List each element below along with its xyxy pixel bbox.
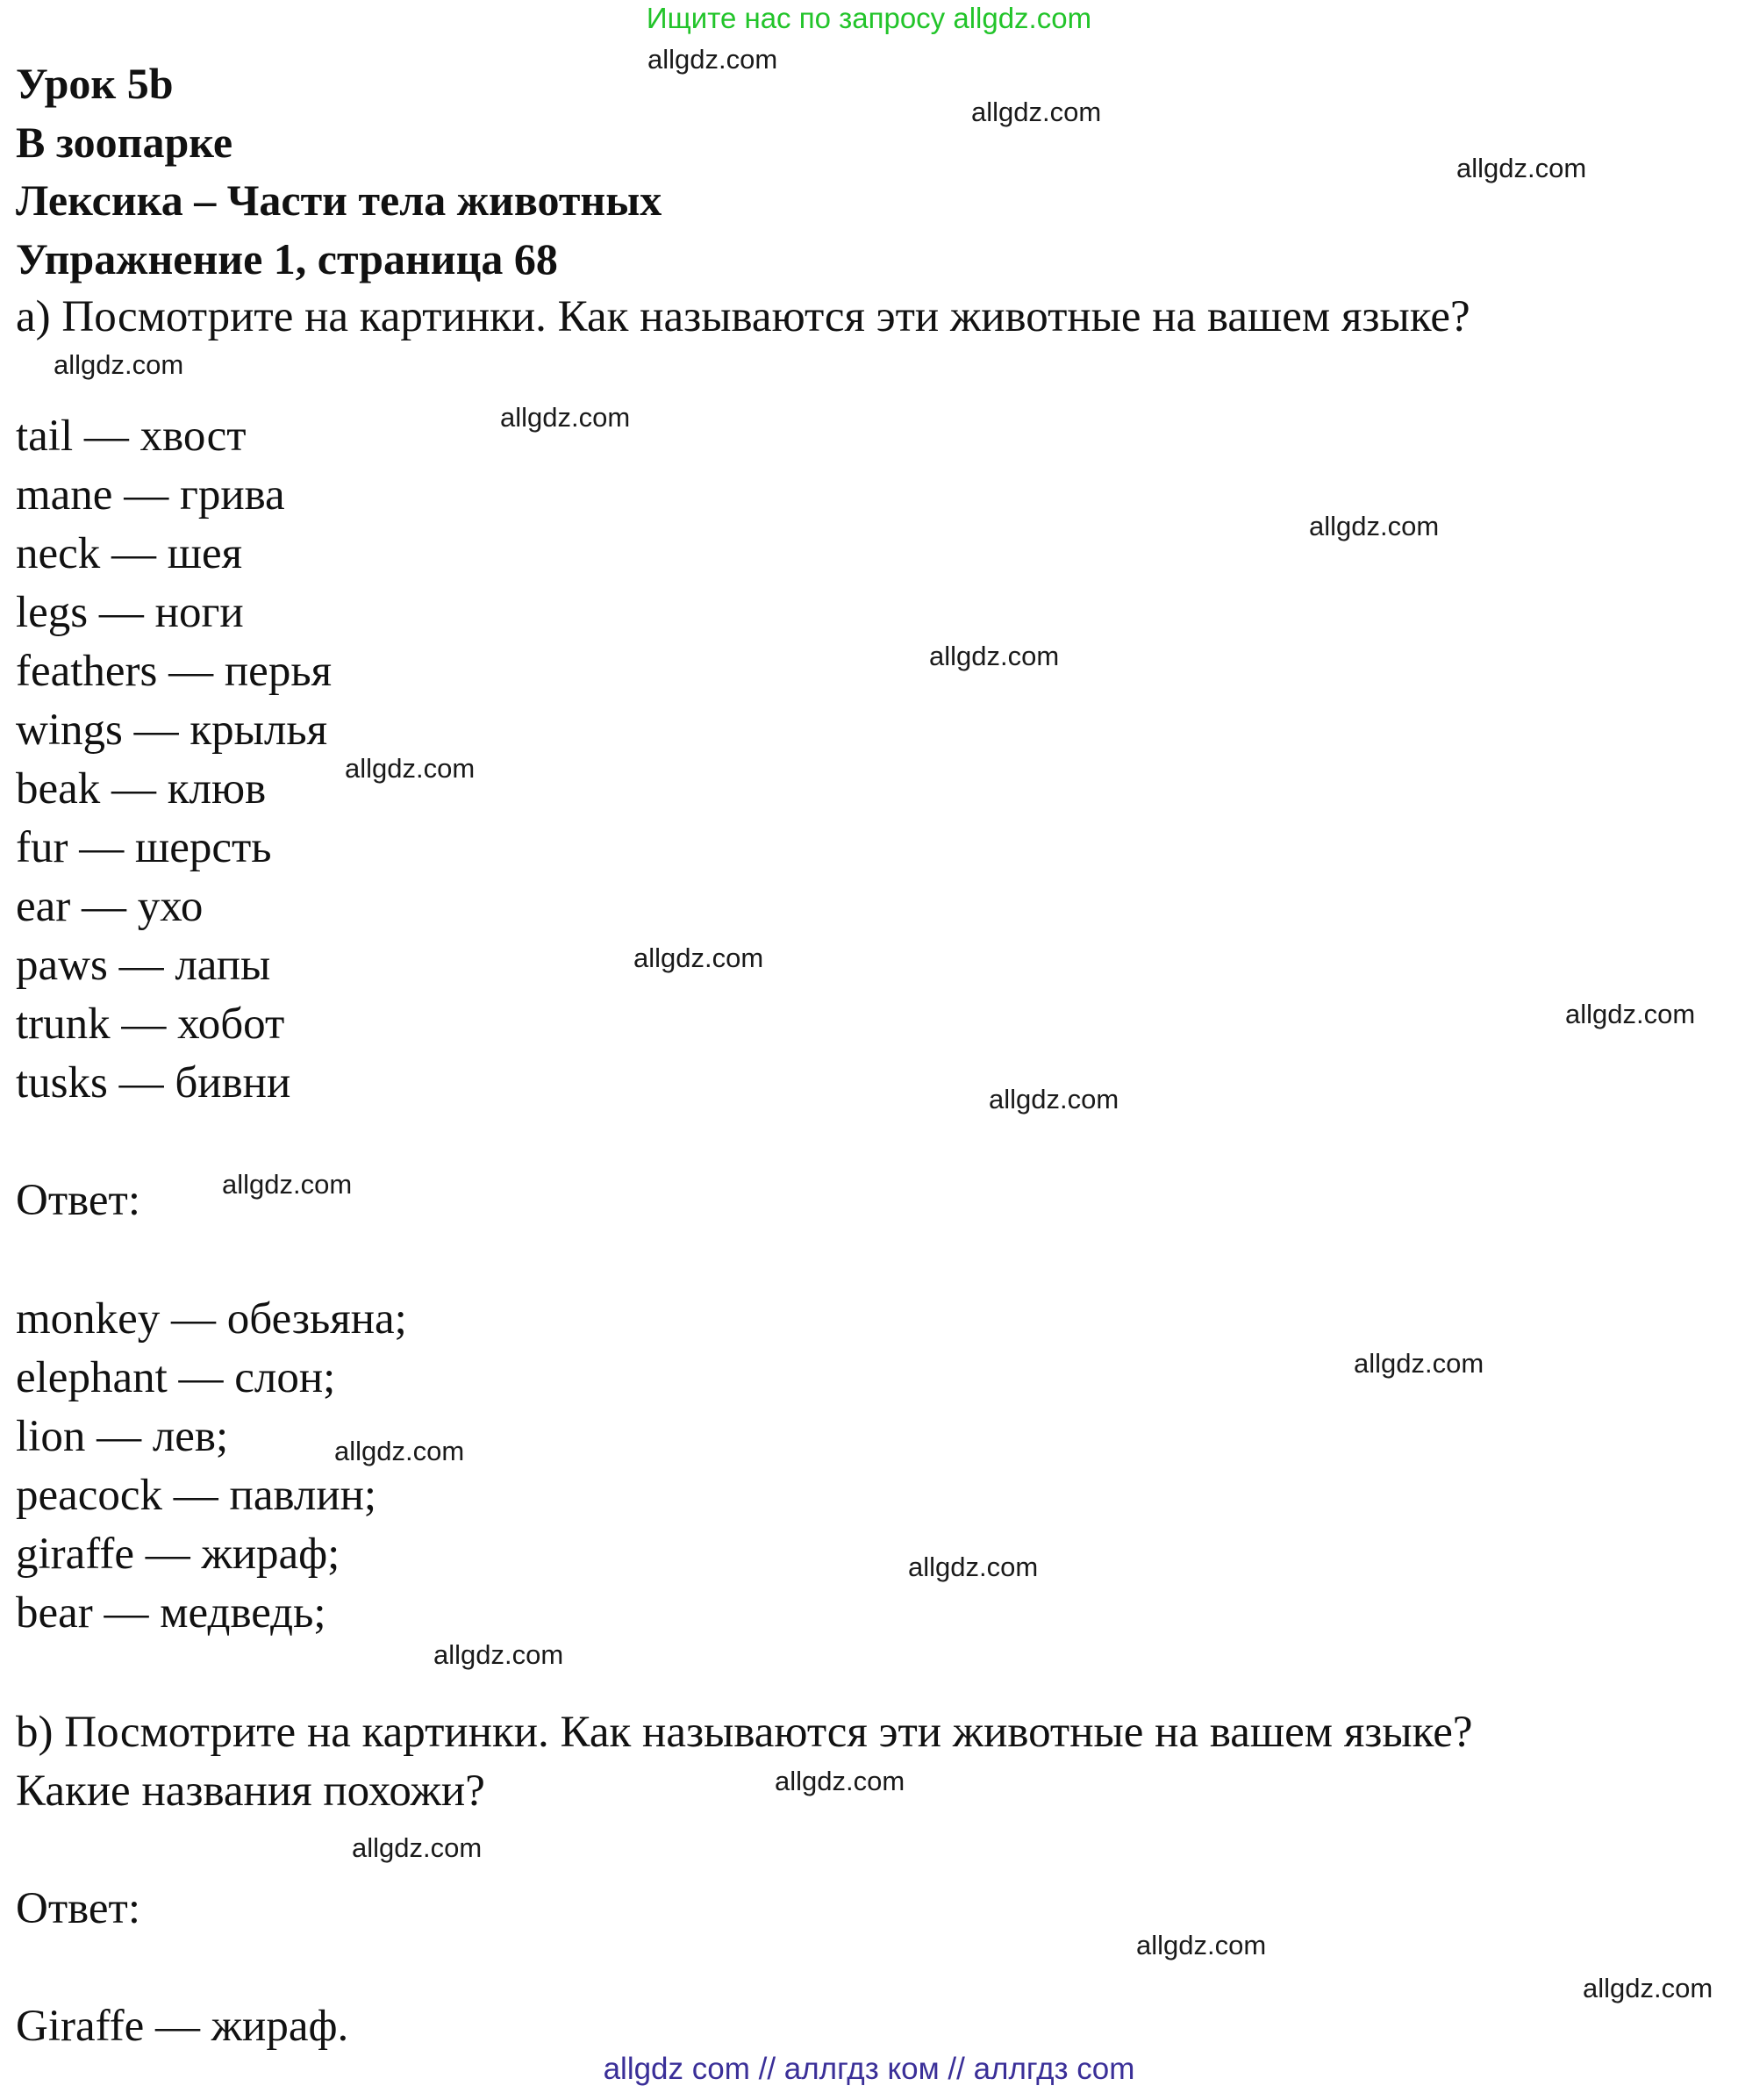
vocab-item: ear — ухо — [16, 882, 204, 931]
vocab-item: fur — шерсть — [16, 823, 272, 872]
vocab-item: tusks — бивни — [16, 1058, 291, 1107]
bottom-banner: allgdz com // аллгдз ком // аллгдз com — [603, 2052, 1135, 2086]
lesson-title: Урок 5b — [16, 59, 174, 108]
vocab-item: tail — хвост — [16, 412, 247, 461]
vocab-item: mane — грива — [16, 470, 285, 520]
watermark-text: allgdz.com — [54, 349, 184, 380]
watermark-text: allgdz.com — [345, 753, 476, 784]
watermark-text: allgdz.com — [352, 1832, 483, 1863]
task-a-text: a) Посмотрите на картинки. Как называются эти животные на вашем языке? — [16, 292, 1470, 341]
answer-item: peacock — павлин; — [16, 1471, 377, 1520]
vocab-item: wings — крылья — [16, 706, 328, 755]
answer-item: lion — лев; — [16, 1412, 229, 1461]
watermark-text: allgdz.com — [1354, 1348, 1484, 1379]
task-b-text: b) Посмотрите на картинки. Как называются эти животные на вашем языке? — [16, 1708, 1473, 1757]
answer-label: Ответ: — [16, 1884, 140, 1933]
watermark-text: allgdz.com — [1565, 999, 1696, 1029]
topic-title: Лексика – Части тела животных — [16, 176, 662, 225]
answer-item: elephant — слон; — [16, 1353, 336, 1402]
vocab-item: neck — шея — [16, 529, 243, 578]
exercise-title: Упражнение 1, страница 68 — [16, 234, 558, 283]
watermark-text: allgdz.com — [222, 1169, 353, 1200]
vocab-item: trunk — хобот — [16, 1000, 285, 1049]
watermark-text: allgdz.com — [633, 942, 764, 973]
vocab-item: paws — лапы — [16, 941, 271, 990]
answer-item: monkey — обезьяна; — [16, 1294, 407, 1344]
watermark-text: allgdz.com — [989, 1084, 1119, 1115]
answer-item: giraffe — жираф; — [16, 1530, 340, 1579]
watermark-text: allgdz.com — [1456, 153, 1587, 183]
watermark-text: allgdz.com — [433, 1639, 564, 1670]
watermark-text: allgdz.com — [775, 1766, 905, 1796]
watermark-text: allgdz.com — [647, 44, 778, 75]
watermark-text: allgdz.com — [929, 641, 1060, 671]
task-b-text-continued: Какие названия похожи? — [16, 1767, 485, 1816]
vocab-item: beak — клюв — [16, 764, 267, 813]
vocab-item: feathers — перья — [16, 647, 333, 696]
answer-b-text: Giraffe — жираф. — [16, 2002, 349, 2051]
watermark-text: allgdz.com — [1583, 1973, 1713, 2003]
watermark-text: allgdz.com — [500, 402, 631, 433]
watermark-text: allgdz.com — [971, 97, 1102, 127]
watermark-text: allgdz.com — [1136, 1930, 1267, 1960]
watermark-text: allgdz.com — [908, 1552, 1039, 1582]
top-banner: Ищите нас по запросу allgdz.com — [646, 2, 1092, 34]
answer-item: bear — медведь; — [16, 1588, 326, 1638]
answer-label: Ответ: — [16, 1176, 140, 1225]
lesson-subtitle: В зоопарке — [16, 118, 233, 167]
vocab-item: legs — ноги — [16, 588, 244, 637]
watermark-text: allgdz.com — [1309, 511, 1440, 541]
watermark-text: allgdz.com — [334, 1436, 465, 1466]
